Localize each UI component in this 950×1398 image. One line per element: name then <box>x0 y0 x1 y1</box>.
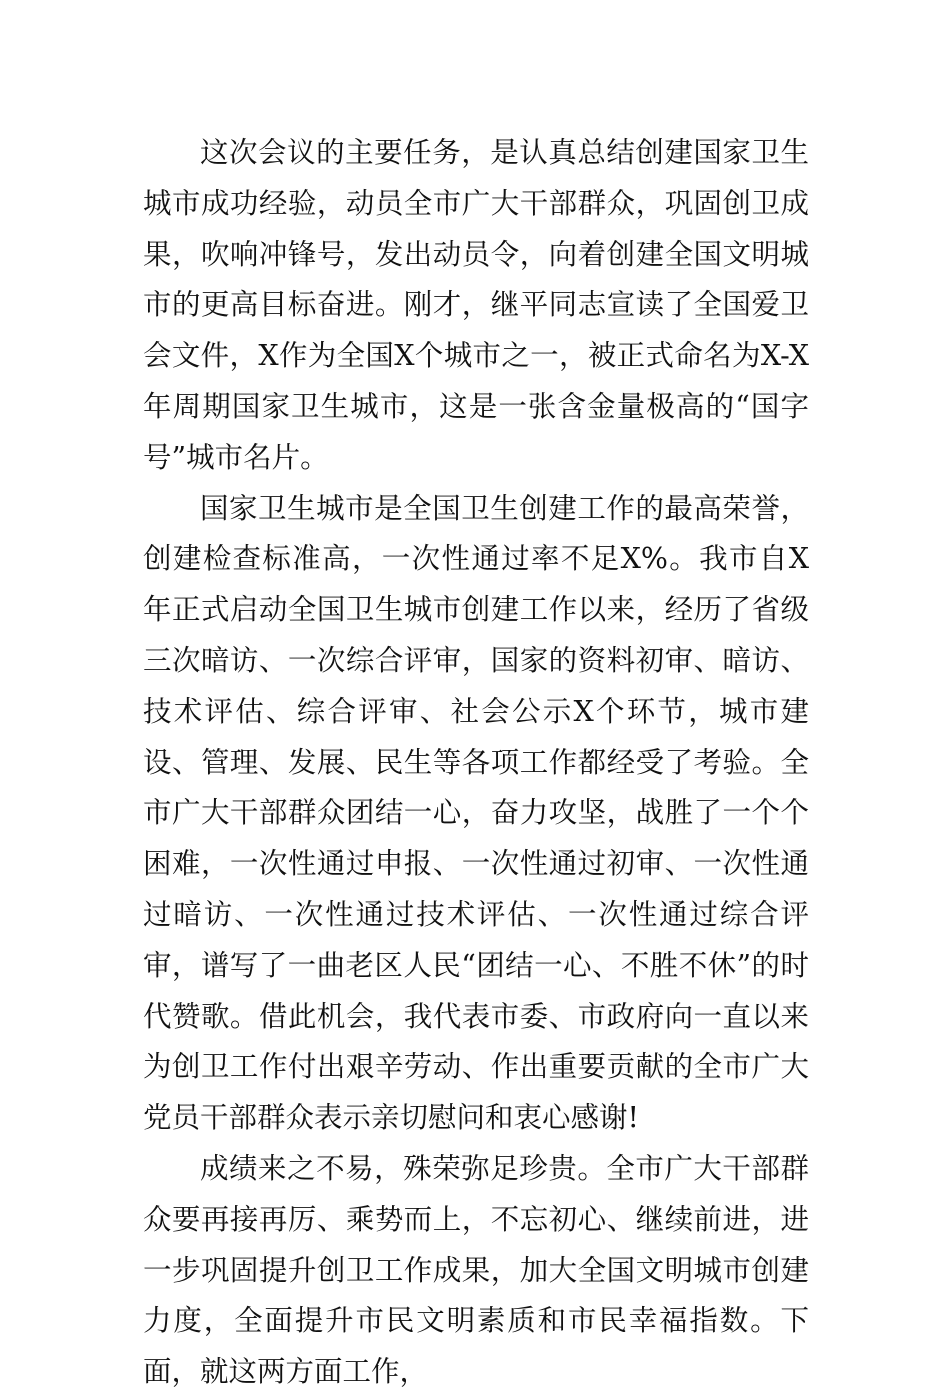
paragraph-2: 国家卫生城市是全国卫生创建工作的最高荣誉，创建检查标准高，一次性通过率不足X%。我市自X年正式启动全国卫生城市创建工作以来，经历了省级三次暗访、一次综合评审，国家的资料初审、暗访、技术评估、综合评审、社会公示X个环节，城市建设、管理、发展、民生等各项工作都经受了考验。全市广大干部群众团结一心，奋力攻坚，战胜了一个个困难，一次性通过申报、一次性通过初审、一次性通过暗访、一次性通过技术评估、一次性通过综合评审，谱写了一曲老区人民“团结一心、不胜不休”的时代赞歌。借此机会，我代表市委、市政府向一直以来为创卫工作付出艰辛劳动、作出重要贡献的全市广大党员干部群众表示亲切慰问和衷心感谢! <box>143 491 809 1135</box>
document-body <box>143 128 809 1398</box>
paragraph-1: 这次会议的主要任务，是认真总结创建国家卫生城市成功经验，动员全市广大干部群众，巩固创卫成果，吹响冲锋号，发出动员令，向着创建全国文明城市的更高目标奋进。刚才，继平同志宣读了全国爱卫会文件，X作为全国X个城市之一，被正式命名为X-X年周期国家卫生城市，这是一张含金量极高的“国字号”城市名片。 <box>143 136 809 474</box>
paragraph-3: 成绩来之不易，殊荣弥足珍贵。全市广大干部群众要再接再厉、乘势而上，不忘初心、继续前进，进一步巩固提升创卫工作成果，加大全国文明城市创建力度，全面提升市民文明素质和市民幸福指数。下面，就这两方面工作， <box>143 1151 809 1389</box>
